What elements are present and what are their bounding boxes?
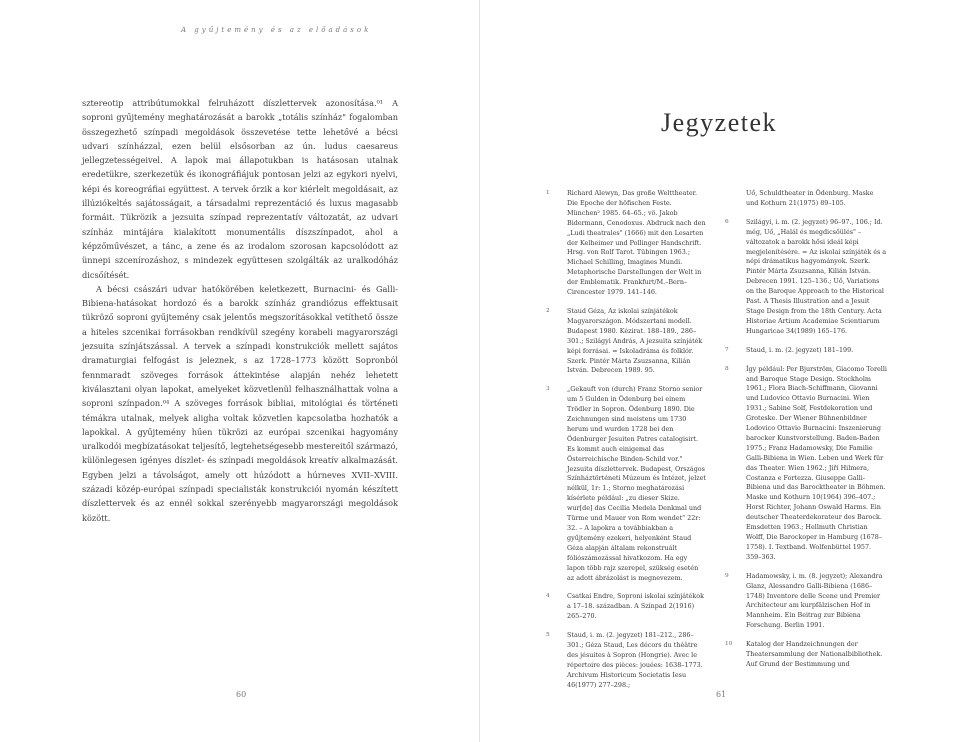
running-head: A gyűjtemény és az előadások — [181, 26, 372, 34]
footnote — [546, 307, 706, 376]
footnote-text: „Gekauft von (durch) Franz Storno senior um 5 Gulden in Ödenburg bei einem Trödler in Sopron. Ödenburg 1890. Die Zeichnungen sind meistens um 1730 herum und wurden 1728 bei den Ödenburger Jesuiten Patres catalogisirt. Es kommt auch einigemal das Österreichische Binden-Schild vor." Jezsuita díszlettervek. Budapest, Országos Színháztörténeti Múzeum és Intézet, jelzet nélkül, 1r: 1.; Storno meghatározási kísérlete például: „zu dieser Skize. wur[de] das Cecilia Medela Denkmal und Türme und Mauer von Rom wendet" 22r: 32. – A lapokra a továbbiakban a gyűjtemény ezekeri, helyenként Staud Géza alapján általam rekonstruált fóliószámozással hivatkozom. Ha egy lapon több rajz szerepel, szükség esetén az adott ábrázolást is megnevezem. — [567, 385, 706, 582]
footnote-text: Csatkai Endre, Soproni iskolai színjátékok a 17–18. században. A Színpad 2(1916) 265–270. — [567, 592, 704, 621]
footnote-text: Staud Géza, Az iskolai színjátékok Magyarországon. Módszertani modell. Budapest 1980. Kézirat. 188–189., 286–301.; Szilágyi András, A jezsuita színjáték képi forrásai. = Iskoladráma és folklór. Szerk. Pintér Márta Zsuzsanna, Kilián István. Debrecen 1989. 95. — [567, 306, 703, 375]
footnote-text: Így például: Per Bjurström, Giacomo Torelli and Baroque Stage Design. Stockholm 1961.; Flora Biach-Schiffmann, Giovanni und Ludovico Ottavio Burnacini. Wien 1931.; Sabine Solf, Festdekoration und Groteske. Der Wiener Bühnenbildner Lodovico Ottavio Burnacini: Inszenierung barocker Kunstvorstellung. Baden-Baden 1975.; Franz Hadamowsky, Die Familie Galli-Bibiena in Wien. Leben und Werk für das Theater. Wien 1962.; Jiří Hilmera, Costanza e Fortezza. Giuseppe Galli-Bibiena und das Barocktheater in Böhmen. Maske und Kothurn 10(1964) 396–407.; Horst Richter, Johann Oswald Harms. Ein deutscher Theaterdekorateur des Barock. Emsdetten 1963.; Hellmuth Christian Wolff, Die Barockoper in Hamburg (1678–1758). I. Textband. Wolfenbüttel 1957. 359–363. — [746, 364, 887, 561]
footnote-text: Uő, Schuldtheater in Ödenburg. Maske und Kothurn 21(1975) 89–105. — [746, 189, 874, 207]
footnote-number: 3 — [546, 386, 550, 393]
footnote — [546, 631, 706, 690]
footnote-text: Staud, i. m. (2. jegyzet) 181–199. — [746, 345, 854, 354]
footnote — [725, 640, 887, 670]
footnote — [725, 346, 887, 356]
footnote-number: 9 — [725, 572, 729, 579]
notes-title: Jegyzetek — [661, 108, 778, 137]
footnote-number: 8 — [725, 365, 729, 372]
footnote-text: Staud, i. m. (2. jegyzet) 181–212., 286–301.; Géza Staud, Les décors du théâtre des jésuites à Sopron (Hongrie). Avec le répertoire des pièces: jouées: 1638–1773. Archivum Historicum Societatis Iesu 46(1977) 277–298.; — [567, 631, 703, 689]
footnote — [546, 385, 706, 583]
body-paragraph: A bécsi császári udvar hatókörében keletkezett, Burnacini- és Galli-Bibiena-hatásokat hordozó és a barokk színház grandiózus effektusait tükröző soproni gyűjtemény csak jelentős megszorításokkal vetíthető össze a hiteles szcenikai forrásokban rendkívül szegény korabeli magyarországi jezsuita színjátszással. A tervek a színpadi konstrukciók mellett sajátos dramaturgiai felfogást is jeleznek, s az 1728–1773 között Sopronból fennmaradt szöveges források áttekintése alapján nehéz lehetett kiválasztani olyan lapokat, amelyeket közvetlenül felhasználhattak volna a soproni színpadon.⁰⁴ A szöveges források bibliai, mitológiai és történeti témákra utalnak, melyek aligha voltak közvetlen kapcsolatba hozhatók a lapokkal. A gyűjtemény hűen tükrözi az európai szcenikai hagyomány uralkodói megbízatásokat teljesítő, legtehetségesebb mestereitől származó, különlegesen igényes díszlet- és színpadi megoldások kreatív alkalmazását. Egyben jelzi a távolságot, amely ott húzódott a húrneves XVII–XVIII. századi közép-európai színpadi specialisták konstrukciói nyomán készített díszlettervek és az ennél sokkal szerényebb magyarországi megoldások között. — [82, 283, 398, 523]
footnote — [725, 189, 887, 209]
footnote — [546, 189, 706, 298]
footnote-number: 7 — [725, 346, 729, 353]
body-paragraph: sztereotip attribútumokkal felruházott díszlettervek azonosítása.⁰¹ A soproni gyűjtemény meghatározását a barokk „totális színház" fogalomban összegezhető színpadi megoldások összevetése tette lehetővé a bécsi udvari színházzal, ezen belül elsősorban az ún. ludus caesareus jellegzetességeivel. A lapok mai állapotukban is hatásosan utalnak eredetükre, szerkezetük és ikonográfiájuk pontosan jelzi az egykori nyelvi, képi és koreográfiai együttest. A tervek őrzik a kor kiérlelt megoldásait, az illúziókeltés sajátosságait, a társadalmi reprezentáció és luxus magasabb formáit. Tükrözik a jezsuita színpad reprezentatív változatát, az udvari színház mintájára kialakított monumentális díszszínpadot, ahol a képzőművészet, a tánc, a zene és az irodalom szorosan kapcsolódott az ünnepi szcenírozáshoz, s mindezek együttesen szolgálták az uralkodóház dicsőítését. — [82, 98, 398, 280]
footnote-number: 5 — [546, 632, 550, 639]
footnote-text: Katalog der Handzeichnungen der Theatersammlung der Nationalbibliothek. Auf Grund der Bestimmung und — [746, 640, 883, 668]
footnote-number: 4 — [546, 593, 550, 600]
page-number-left: 60 — [236, 690, 247, 699]
footnote-text: Hadamowsky, i. m. (8. jegyzet); Alexandra Glanz, Alessandro Galli-Bibiena (1686–1748) Inventore delle Scene und Premier Architecteur am kurpfälzischen Hof in Mannheim. Ein Beitrag zur Bibiena Forschung. Berlin 1991. — [746, 571, 883, 630]
notes-column-1 — [546, 189, 706, 700]
footnote-number: 2 — [546, 307, 550, 314]
spread-gutter — [479, 0, 480, 742]
footnote-text: Richard Alewyn, Das große Welttheater. Die Epoche der höfischen Feste. München² 1985. 64–65.; vö. Jakob Bidermann, Cenodoxus. Abdruck nach den „Ludi theatrales" (1666) mit den Lesarten der Kelheimer und Pollinger Handschrift. Hrsg. von Rolf Tarot. Tübingen 1963.; Michael Schilling, Imagines Mundi. Metaphorische Darstellungen der Welt in der Emblematik. Frankfurt/M.–Bern–Cirencester 1979. 141–146. — [567, 189, 706, 297]
footnote-number: 1 — [546, 190, 550, 196]
footnote-text: Szilágyi, i. m. (2. jegyzet) 96–97., 106.; Id. még, Uő, „Halál és megdicsőülés" – változatok a barokk hősi ideál képi megjelenítésére. = Az iskolai színjáték és a népi drámatikus hagyományok. Szerk. Pintér Márta Zsuzsanna, Kilián István. Debrecen 1991. 125–136.; Uő, Variations on the Baroque Approach to the Historical Past. A Thesis Illustration and a Jesuit Stage Design from the 18th Century. Acta Historiae Artium Academiae Scientiarum Hungaricae 34(1989) 165–176. — [746, 217, 887, 335]
notes-column-2 — [725, 189, 887, 679]
footnote — [546, 592, 706, 622]
footnote-number: 10 — [725, 641, 733, 648]
page-number-right: 61 — [716, 690, 727, 699]
left-page-body — [82, 96, 398, 525]
footnote-number: 6 — [725, 218, 729, 225]
footnote — [725, 572, 887, 631]
footnote — [725, 218, 887, 337]
footnote — [725, 365, 887, 563]
